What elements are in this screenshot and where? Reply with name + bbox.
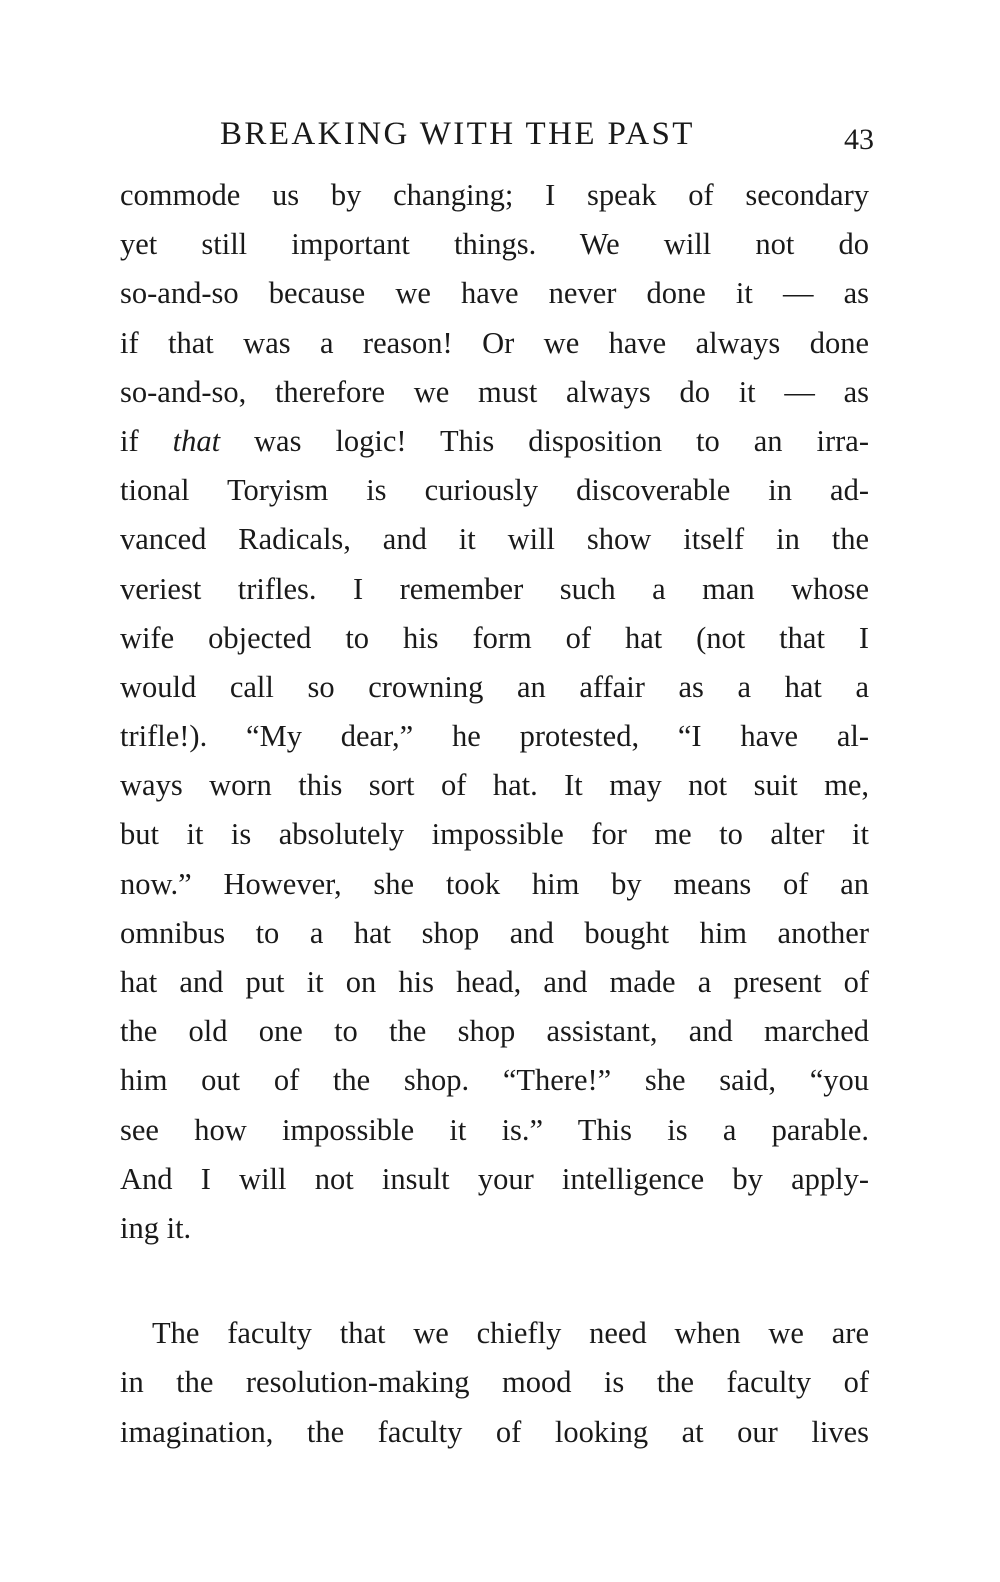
text-segment: was logic! This disposition to an irra- [220, 423, 869, 458]
text-line: vanced Radicals, and it will show itself in the [120, 522, 869, 557]
page-number: 43 [844, 123, 874, 156]
text-line: yet still important things. We will not do [120, 227, 869, 262]
text-line: but it is absolutely impossible for me to alter it [120, 817, 869, 852]
text-line-with-italic [120, 417, 869, 466]
text-line: ways worn this sort of hat. It may not suit me, [120, 768, 869, 803]
italic-word: that [172, 423, 221, 458]
body-text [120, 171, 869, 1457]
paragraph-1 [120, 171, 869, 1253]
running-title: BREAKING WITH THE PAST [220, 116, 695, 152]
text-line: would call so crowning an affair as a hat a [120, 669, 869, 704]
text-line: omnibus to a hat shop and bought him another [120, 915, 869, 950]
text-segment: if [120, 423, 173, 458]
text-line: see how impossible it is.” This is a parable. [120, 1112, 869, 1147]
text-line: so-and-so because we have never done it — as [120, 276, 869, 311]
text-line: wife objected to his form of hat (not that I [120, 620, 869, 655]
running-head [120, 112, 880, 156]
text-line: if that was a reason! Or we have always done [120, 325, 869, 360]
text-line: now.” However, she took him by means of an [120, 866, 869, 901]
text-line: hat and put it on his head, and made a present of [120, 965, 869, 999]
paragraph-gap [120, 1253, 869, 1309]
text-line: in the resolution-making mood is the faculty of [120, 1365, 869, 1400]
text-line: imagination, the faculty of looking at our lives [120, 1414, 869, 1449]
text-line: him out of the shop. “There!” she said, “you [120, 1063, 869, 1098]
text-line: veriest trifles. I remember such a man whose [120, 571, 869, 606]
paragraph-2 [120, 1309, 869, 1457]
text-line: ing it. [120, 1210, 192, 1245]
text-line: commode us by changing; I speak of secondary [120, 178, 869, 212]
text-line: so-and-so, therefore we must always do it — as [120, 374, 869, 409]
text-line: trifle!). “My dear,” he protested, “I have al- [120, 719, 869, 754]
text-line: The faculty that we chiefly need when we are [152, 1316, 869, 1351]
text-line: And I will not insult your intelligence by apply- [120, 1161, 869, 1196]
text-line: the old one to the shop assistant, and marched [120, 1014, 869, 1049]
text-line: tional Toryism is curiously discoverable in ad- [120, 473, 869, 508]
